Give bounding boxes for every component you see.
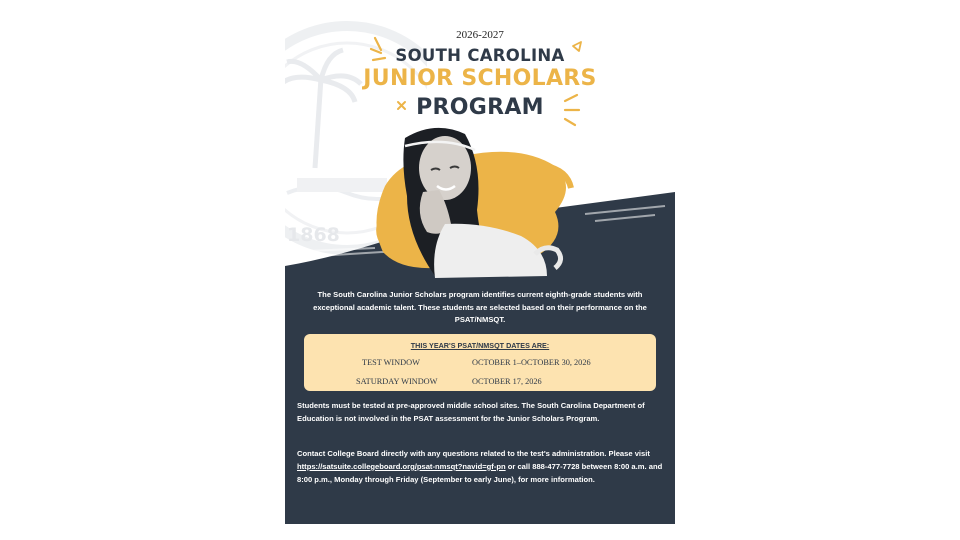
saturday-window-label: SATURDAY WINDOW: [356, 377, 438, 386]
seal-year-watermark: 1868: [287, 224, 340, 246]
flyer-page: [285, 16, 675, 524]
test-window-value: OCTOBER 1–OCTOBER 30, 2026: [472, 358, 591, 367]
psat-dates-box: [304, 334, 656, 391]
college-board-link[interactable]: https://satsuite.collegeboard.org/psat-nmsqt?navid=gf-pn: [297, 461, 506, 471]
dates-box-title: THIS YEAR'S PSAT/NMSQT DATES ARE:: [410, 341, 550, 350]
contact-text-end: or call 888-477-7728 between 8:00 a.m. and 8:00 p.m., Monday through Friday (September to early June), for more information.: [297, 461, 663, 484]
test-window-label: TEST WINDOW: [362, 358, 420, 367]
saturday-window-value: OCTOBER 17, 2026: [472, 377, 542, 386]
title-line-2: JUNIOR SCHOLARS: [363, 66, 597, 91]
title-line-1: SOUTH CAROLINA: [395, 46, 565, 65]
intro-paragraph: The South Carolina Junior Scholars program identifies current eighth-grade students with exceptional academic talent. These students are selected based on their performance on the PSAT/NMSQT.: [313, 290, 647, 324]
testing-sites-paragraph: Students must be tested at pre-approved middle school sites. The South Carolina Department of Education is not involved in the PSAT assessment for the Junior Scholars Program.: [297, 401, 645, 423]
student-photo: [285, 126, 675, 286]
contact-text-start: Contact College Board directly with any questions related to the test's administration. Please visit: [297, 449, 650, 458]
program-year: 2026-2027: [456, 29, 504, 41]
title-line-3: PROGRAM: [416, 95, 544, 120]
contact-paragraph: [297, 448, 665, 486]
